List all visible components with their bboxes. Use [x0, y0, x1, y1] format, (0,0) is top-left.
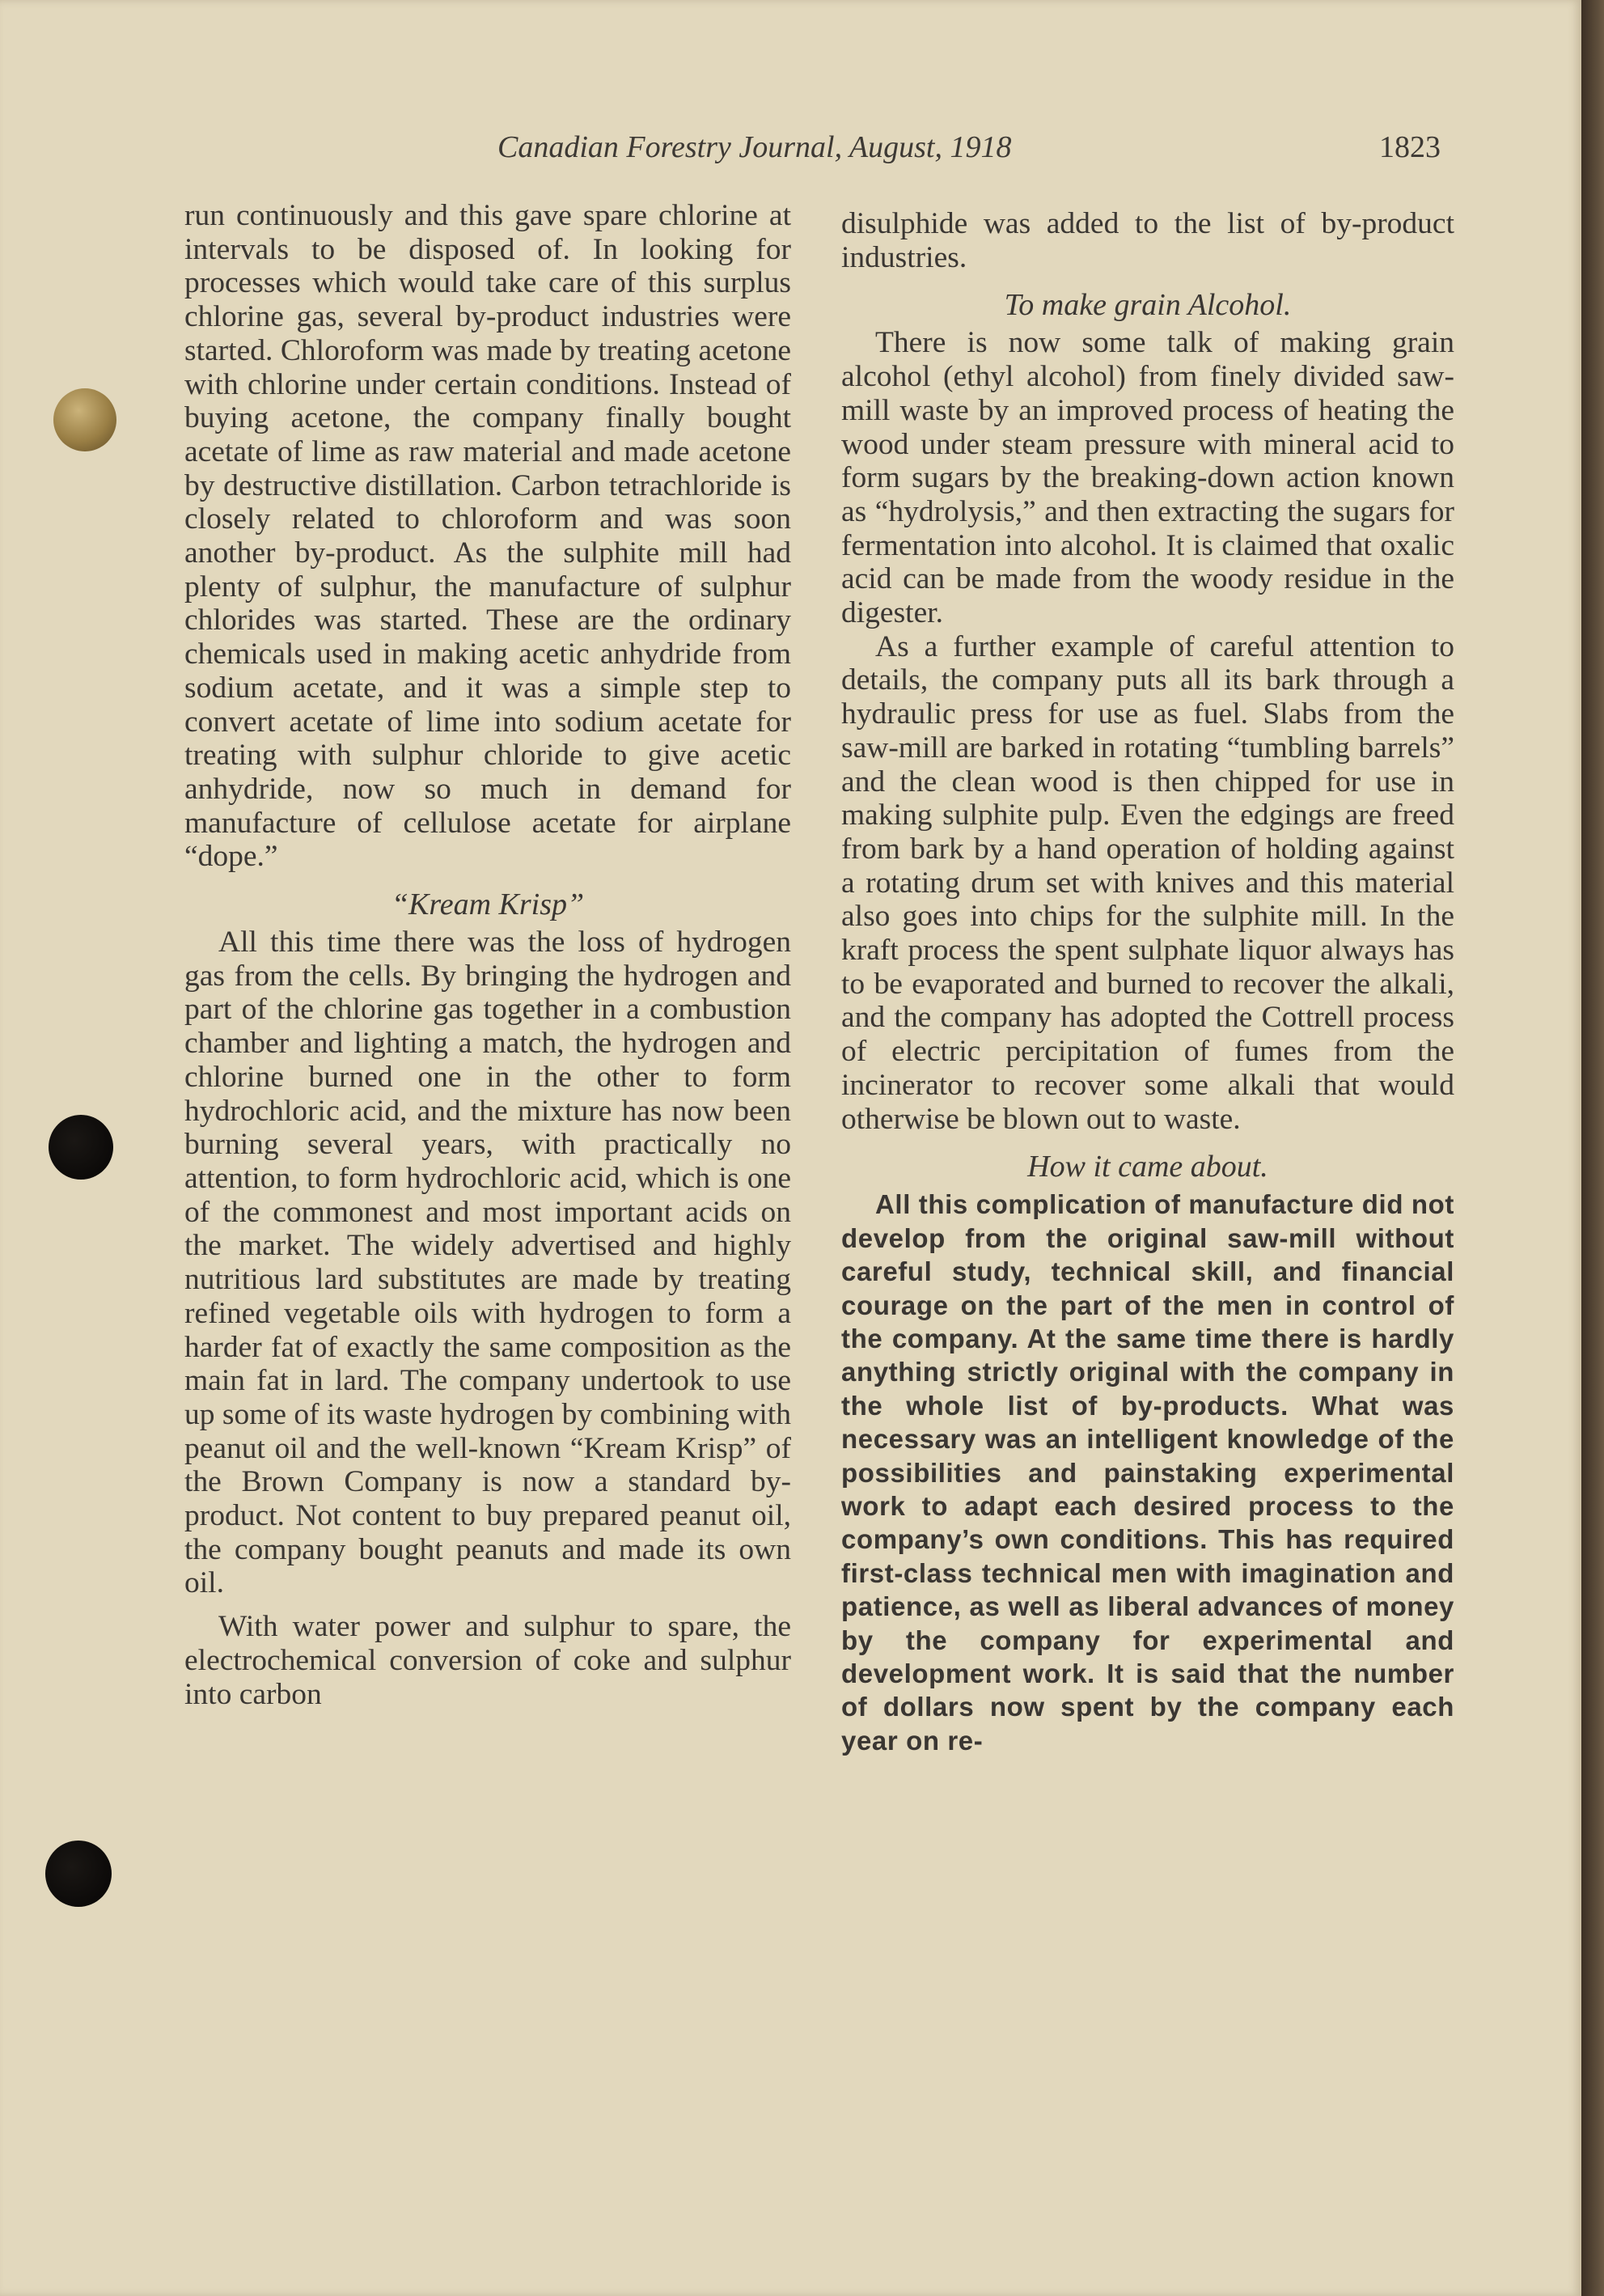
page-number: 1823 [1379, 130, 1441, 164]
section-heading-kream-krisp: “Kream Krisp” [391, 887, 585, 922]
binder-hole [45, 1841, 112, 1907]
binder-hole [49, 1115, 113, 1180]
paragraph: disulphide was added to the list of by-product industries. [841, 207, 1454, 274]
binder-edge [1581, 0, 1604, 2296]
sans-serif-block [841, 1188, 1454, 1757]
journal-title: Canadian Forestry Journal, August, 1918 [497, 130, 1012, 164]
binder-hole-brass-eyelet [53, 388, 116, 451]
paragraph: As a further example of careful attention to details, the company puts all its bark through a hydraulic press for use as fuel. Slabs from the saw-mill are barked in rotating “tumbling barrels” and the clean wood is then chipped for use in making sulphite pulp. Even the edgings are freed from bark by a hand operation of holding against a rotating drum set with knives and this material also goes into chips for the sulphite mill. In the kraft process the spent sulphate liquor always has to be evaporated and burned to recover the alkali, and the company has adopted the Cottrell process of electric percipitation of fumes from the incinerator to recover some alkali that would otherwise be blown out to waste. [841, 629, 1454, 1136]
section-heading-how-it-came-about: How it came about. [1027, 1150, 1268, 1184]
paragraph: run continuously and this gave spare chlorine at intervals to be disposed of. In looking for processes which would take care of this surplus chlorine gas, several by-product industries were started. Chloroform was made by treating acetone with chlorine under certain conditions. Instead of buying acetone, the company finally bought acetate of lime as raw material and made acetone by destructive distillation. Carbon tetrachloride is closely related to chloroform and was soon another by-product. As the sulphite mill had plenty of sulphur, the manufacture of sulphur chlorides was started. These are the ordinary chemicals used in making acetic anhydride from sodium acetate, and it was a simple step to convert acetate of lime into sodium acetate for treating with sulphur chloride to give acetic anhydride, now so much in demand for manufacture of cellulose acetate for airplane “dope.” [184, 199, 791, 874]
paragraph: All this complication of manufacture did not develop from the original saw-mill without careful study, technical skill, and financial courage on the part of the men in control of the company. At the same time there is hardly anything strictly original with the company in the whole list of by-products. What was necessary was an intelligent knowledge of the possibilities and painstaking experimental work to adapt each desired process to the company’s own conditions. This has required first-class technical men with imagination and patience, as well as liberal advances of money by the company for experimental and development work. It is said that the number of dollars now spent by the company each year on re- [841, 1189, 1454, 1756]
paragraph: With water power and sulphur to spare, the electrochemical conversion of coke and sulphur into carbon [184, 1610, 791, 1711]
running-header [0, 129, 1581, 170]
paragraph: There is now some talk of making grain alcohol (ethyl alcohol) from finely divided saw-mill waste by an improved process of heating the wood under steam pressure with mineral acid to form sugars by the breaking-down action known as “hydrolysis,” and then extracting the sugars for fermentation into alcohol. It is claimed that oxalic acid can be made from the woody residue in the digester. [841, 326, 1454, 630]
left-column [184, 199, 791, 1711]
section-heading-grain-alcohol: To make grain Alcohol. [1004, 288, 1292, 323]
paragraph: All this time there was the loss of hydrogen gas from the cells. By bringing the hydrogen and part of the chlorine gas together in a combustion chamber and lighting a match, the hydrogen and chlorine burned one in the other to form hydrochloric acid, and the mixture has now been burning several years, with practically no attention, to form hydrochloric acid, which is one of the commonest and most important acids on the market. The widely advertised and highly nutritious lard substitutes are made by treating refined vegetable oils with hydrogen to form a harder fat of exactly the same composition as the main fat in lard. The company undertook to use up some of its waste hydrogen by combining with peanut oil and the well-known “Kream Krisp” of the Brown Company is now a standard by-product. Not content to buy prepared peanut oil, the company bought peanuts and made its own oil. [184, 926, 791, 1600]
right-column [841, 207, 1454, 1757]
